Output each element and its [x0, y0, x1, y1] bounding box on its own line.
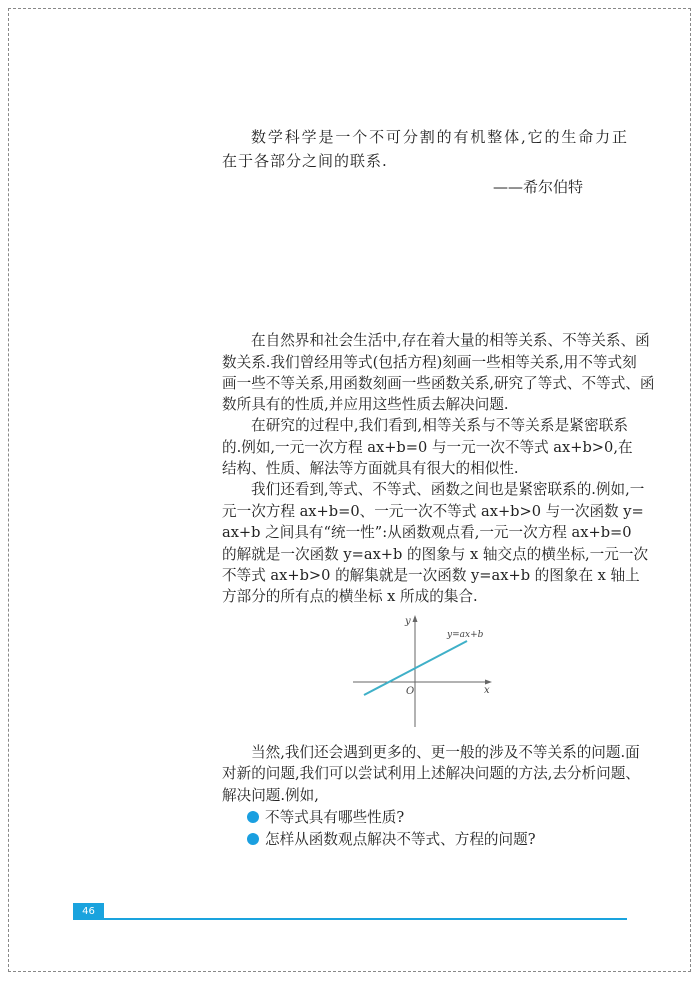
body-text-line: ax+b 之间具有“统一性”:从函数观点看,一元一次方程 ax+b=0 [222, 524, 632, 541]
body-text-line: 的.例如,一元一次方程 ax+b=0 与一元一次不等式 ax+b>0,在 [222, 439, 633, 456]
body-text-line: 结构、性质、解法等方面就具有很大的相似性. [222, 460, 519, 477]
body-text-line: 数关系.我们曾经用等式(包括方程)刻画一些相等关系,用不等式刻 [222, 354, 637, 371]
quote-line: 数学科学是一个不可分割的有机整体,它的生命力正 [251, 128, 628, 146]
body-text-line: 方部分的所有点的横坐标 x 所成的集合. [222, 588, 478, 605]
bullet-item: 不等式具有哪些性质? [247, 808, 404, 828]
body-text-line: 在自然界和社会生活中,存在着大量的相等关系、不等关系、函 [251, 332, 650, 349]
y-axis-label: y [405, 616, 411, 627]
footer-rule [104, 918, 627, 920]
page-number: 46 [73, 903, 104, 920]
body-text-line: 当然,我们还会遇到更多的、更一般的涉及不等关系的问题.面 [251, 744, 640, 761]
body-text-line: 不等式 ax+b>0 的解集就是一次函数 y=ax+b 的图象在 x 轴上 [222, 567, 640, 584]
bullet-dot-icon [247, 811, 259, 823]
y-axis-arrow [413, 615, 418, 622]
x-axis-label: x [484, 685, 490, 696]
body-text-line: 的解就是一次函数 y=ax+b 的图象与 x 轴交点的横坐标,一元一次 [222, 546, 649, 563]
bullet-dot-icon [247, 833, 259, 845]
body-text-line: 数所具有的性质,并应用这些性质去解决问题. [222, 396, 509, 413]
body-text-line: 元一次方程 ax+b=0、一元一次不等式 ax+b>0 与一次函数 y= [222, 503, 644, 520]
line-label: y=ax+b [447, 630, 484, 640]
x-axis-arrow [485, 680, 492, 685]
origin-label: O [406, 686, 415, 697]
body-text-line: 在研究的过程中,我们看到,相等关系与不等关系是紧密联系 [251, 417, 628, 434]
quote-line: 在于各部分之间的联系. [222, 152, 388, 170]
body-text-line: 对新的问题,我们可以尝试利用上述解决问题的方法,去分析问题、 [222, 765, 640, 782]
linear-function-figure [340, 610, 500, 730]
bullet-item: 怎样从函数观点解决不等式、方程的问题? [247, 830, 536, 850]
quote-author: ——希尔伯特 [493, 178, 584, 196]
body-text-line: 我们还看到,等式、不等式、函数之间也是紧密联系的.例如,一 [251, 481, 645, 498]
body-text-line: 画一些不等关系,用函数刻画一些函数关系,研究了等式、不等式、函 [222, 375, 655, 392]
body-text-line: 解决问题.例如, [222, 787, 319, 804]
